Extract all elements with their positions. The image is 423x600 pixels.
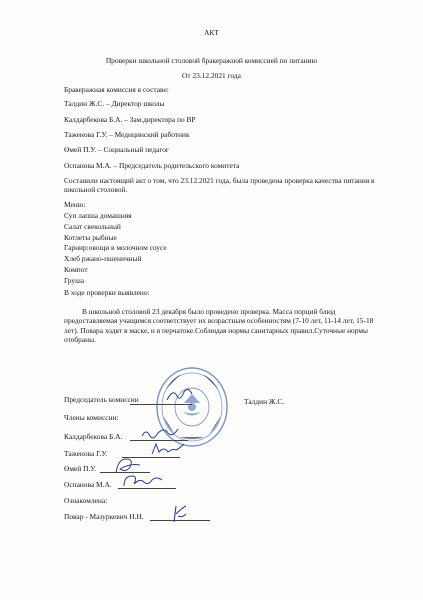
commission-member: Талдин Ж.С. – Директор школы — [64, 99, 165, 108]
findings-line: предоставляемая учащимся соответствует их возрастным особенностям (7-10 лет, 11-14 лет, 15-18 — [64, 316, 374, 325]
menu-item: Гарнир:овощи в молочном соусе — [64, 243, 167, 252]
commission-member: Калдарбекова Б.А. – Зам.директора по ВР — [64, 115, 196, 124]
chair-signature-icon — [165, 388, 195, 404]
statement-line: Составили настоящий акт о том, что 23.12.2021 года, была проведена проверка качества питания в — [64, 176, 375, 185]
menu-heading: Меню: — [64, 200, 86, 209]
menu-item: Груша — [64, 276, 85, 285]
menu-item: Суп лапша домашняя — [64, 211, 132, 220]
document-title: АКТ — [204, 28, 219, 37]
cook-signature-icon — [168, 502, 190, 524]
acquainted-label: Ознакомлена: — [64, 496, 108, 505]
findings-line: отобраны. — [64, 335, 96, 344]
chair-name: Талдин Ж.С. — [244, 397, 285, 406]
findings-line: лет). Повара ходят в маске, и в перчатоке.Соблюдая нормы санитарных правил.Суточные нормы — [64, 326, 368, 335]
chair-signature-line — [130, 404, 192, 405]
commission-member: Өмей П.У. – Социальный педагог — [64, 145, 169, 154]
member-signature-name: Таженова Г.У. — [64, 449, 108, 458]
member-signature-name: Оспанова М.А. — [64, 480, 112, 489]
commission-member: Оспанова М.А. – Председатель родительского комитета — [64, 161, 240, 170]
members-heading: Члены комиссии: — [64, 413, 119, 422]
member-signature-name: Өмей П.У. — [64, 464, 97, 473]
cook-signature-name: Повар - Мазуркевич Н.Н. — [64, 512, 144, 521]
commission-heading: Бракеражная комиссия в составе: — [64, 85, 169, 94]
menu-item: Котлеты рыбные — [64, 233, 117, 242]
menu-item: Хлеб ржано-пшеничный — [64, 254, 142, 263]
document-subtitle: Проверки школьной столовой бракеражной комиссией по питанию — [105, 56, 318, 65]
member-signature-icon — [140, 426, 180, 442]
statement-line: школьной столовой. — [64, 185, 128, 194]
member-signature-icon — [120, 472, 166, 490]
menu-item: Компот — [64, 265, 88, 274]
member-signature-icon — [150, 442, 186, 458]
chair-label: Председатель комиссии — [64, 395, 139, 404]
findings-heading: В ходе проверки выявлено: — [64, 288, 150, 297]
document-date: От 23.12.2021 года — [182, 71, 241, 80]
commission-member: Таженова Г.У. – Медицинский работник — [64, 130, 190, 139]
member-signature-name: Калдарбекова Б.А. — [64, 432, 123, 441]
findings-line: В школьной столовой 23 декабря было проведено проверка. Масса порций блюд — [82, 307, 336, 316]
menu-item: Салат свекольный — [64, 222, 121, 231]
